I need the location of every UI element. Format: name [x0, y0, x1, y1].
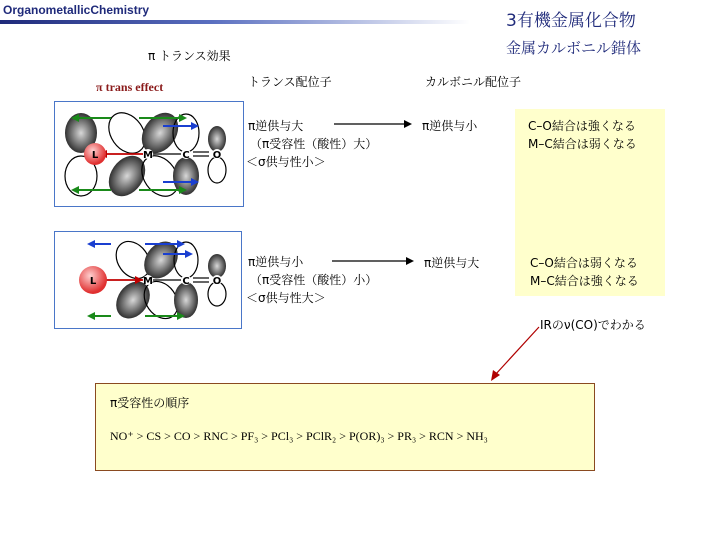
o-lobe-top — [208, 126, 226, 152]
o2-lobe-top — [208, 254, 226, 278]
trans-effect-en: π trans effect — [96, 80, 164, 94]
acceptor-order-box — [95, 383, 595, 471]
ligand-label: L — [91, 150, 99, 161]
trans-effect-heading: π トランス効果 — [148, 49, 231, 63]
order-sequence: NO⁺ > CS > CO > RNC > PF₃ > PCl₃ > PClR₂ > P(OR)₃ > PR₃ > RCN > NH₃ — [110, 429, 488, 443]
row1-line-2: （π受容性（酸性）大） — [250, 137, 378, 151]
orbital-svg-1 — [55, 102, 243, 206]
row2-result-2: M–C結合は強くなる — [530, 274, 639, 288]
row1-carbonyl: π逆供与小 — [422, 119, 478, 133]
m-lobe-ur — [134, 106, 185, 160]
ir-note: IRのν(CO)でわかる — [540, 318, 646, 332]
blue2-arrowhead-top-r — [177, 240, 185, 248]
row2-arrow — [332, 254, 416, 268]
row2-line-1: π逆供与小 — [248, 255, 304, 269]
header-rule — [0, 20, 470, 24]
ir-arrow — [485, 325, 545, 385]
ligand-label-2: L — [89, 276, 97, 287]
row1-result-1: C–O結合は強くなる — [528, 119, 636, 133]
page-subtitle: 金属カルボニル錯体 — [506, 39, 642, 57]
orbital-diagram-2 — [54, 231, 242, 329]
page-title: 3有機金属化合物 — [506, 11, 636, 31]
col-trans-ligand: トランス配位子 — [248, 75, 332, 89]
orbital-diagram-1 — [54, 101, 244, 207]
blue2-arrowhead-top-l — [87, 240, 95, 248]
row2-line-3: ＜σ供与性大＞ — [246, 291, 326, 305]
row2-result-1: C–O結合は弱くなる — [530, 256, 638, 270]
oxygen-label: O — [212, 150, 222, 161]
carbon-label: C — [182, 150, 190, 161]
col-carbonyl-ligand: カルボニル配位子 — [425, 75, 522, 89]
metal-label-2: M — [143, 276, 153, 287]
blue2-arrowhead-mid — [185, 250, 193, 258]
row1-arrow — [334, 117, 414, 131]
oxygen-label-2: O — [212, 276, 222, 287]
order-title: π受容性の順序 — [110, 396, 190, 410]
row1-result-2: M–C結合は弱くなる — [528, 137, 637, 151]
carbon-label-2: C — [182, 276, 190, 287]
row2-carbonyl: π逆供与大 — [424, 256, 480, 270]
row1-line-1: π逆供与大 — [248, 119, 304, 133]
metal-label: M — [143, 150, 153, 161]
green-arrowhead-top-r — [179, 114, 187, 122]
orbital-svg-2 — [55, 232, 241, 328]
green2-arrowhead-bottom-l — [87, 312, 95, 320]
course-header: OrganometallicChemistry — [3, 3, 150, 17]
row2-line-2: （π受容性（酸性）小） — [250, 273, 378, 287]
row1-line-3: ＜σ供与性小＞ — [246, 155, 326, 169]
